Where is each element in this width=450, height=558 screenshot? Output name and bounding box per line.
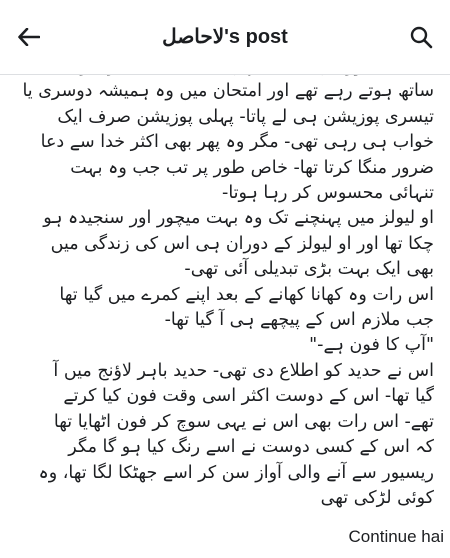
page-title: لاحاصل's post [162,26,288,48]
post-line: اس رات وہ کھانا کھانے کے بعد اپنے کمرے میں گیا تھا [59,284,434,305]
post-line: او لیولز میں پہنچنے تک وہ بہت میچور اور سنجیدہ ہو [43,208,434,229]
post-line: تنہائی محسوس کر رہا ہوتا- [222,183,434,204]
search-icon [409,25,433,49]
post-line: تھے- اس رات بھی اس نے یہی سوچ کر فون اٹھایا تھا [53,411,434,432]
post-line: گیا تھا- اس کے دوست اکثر اسی وقت فون کیا کرتے [63,386,434,407]
post-content [0,54,450,558]
back-button[interactable] [14,22,44,52]
post-body [6,54,434,511]
post-line: کہ اس کے کسی دوست نے اسے رنگ کیا ہو گا مگر [68,437,434,458]
top-bar [0,0,450,75]
post-line: ساتھ ہوتے رہے تھے اور امتحان میں وہ ہمیشہ دوسری یا [22,81,434,102]
post-line: جب ملازم اس کے پیچھے ہی آ گیا تھا- [164,310,434,331]
post-line: ضرور منگا کرتا تھا- خاص طور پر تب جب وہ بہت [70,157,434,178]
post-line: ریسیور سے آنے والی آواز سن کر اسے جھٹکا لگا تھا، وہ [38,462,434,483]
search-button[interactable] [406,22,436,52]
continue-link[interactable]: Continue hai [349,525,444,549]
post-line: اس نے حدید کو اطلاع دی تھی- حدید باہر لاؤنج میں آ [53,360,434,381]
post-line: تیسری پوزیشن ہی لے پاتا- پہلی پوزیشن صرف ایک [57,106,434,127]
post-line: چکا تھا اور او لیولز کے دوران ہی اس کی زندگی میں [50,233,434,254]
post-line: بھی ایک بہت بڑی تبدیلی آئی تھی- [184,259,434,280]
post-line: "آپ کا فون ہے-" [309,335,434,356]
post-line: کوئی لڑکی تھی [320,487,434,508]
arrow-left-icon [18,28,40,46]
post-line: خواب ہی رہی تھی- مگر وہ پھر بھی اکثر خدا سے دعا [40,132,434,153]
